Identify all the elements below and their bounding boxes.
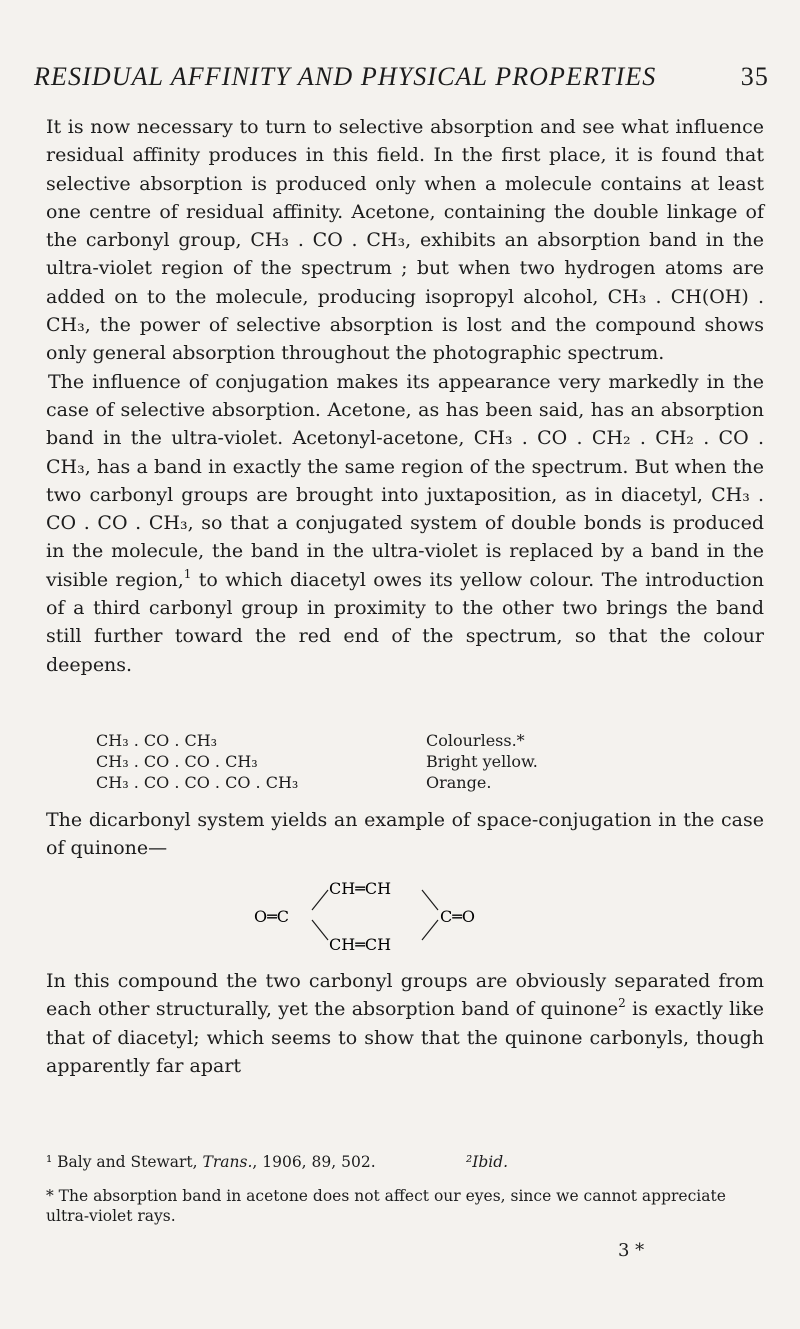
body-text-2 — [46, 806, 764, 863]
footnote-star: * The absorption band in acetone does not affect our eyes, since we cannot appreciate ultra-violet rays. — [46, 1187, 726, 1225]
paragraph-2 — [46, 368, 764, 679]
paragraph-1 — [46, 113, 764, 368]
quinone-right: C═O — [440, 907, 475, 926]
p1-text-c: , the power of selective absorption is lost and the compound shows only general absorption throughout the photographic spectrum. — [46, 314, 764, 365]
running-title: RESIDUAL AFFINITY AND PHYSICAL PROPERTIES — [34, 62, 657, 91]
paragraph-3: The dicarbonyl system yields an example of space-conjugation in the case of quinone— — [46, 809, 764, 860]
quinone-top: CH═CH — [329, 879, 392, 898]
table-row — [96, 772, 596, 793]
bond-line — [422, 920, 438, 940]
p4-text-a: In this compound the two carbonyl groups are obviously separated from each other structurally, yet the absorption band of quinone — [46, 970, 764, 1021]
p1-text-a: It is now necessary to turn to selective absorption and see what influence residual affinity produces in this field. In the first place, it is found that selective absorption is produced only when a molecule contains at least one centre of residual affinity. Acetone, containing the double linkage of the carbonyl group, — [46, 116, 764, 252]
footnote-1-citation: , 1906, 89, 502. — [252, 1153, 376, 1171]
signature-mark: 3 * — [618, 1240, 645, 1261]
bond-line — [422, 890, 438, 910]
bond-line — [312, 890, 328, 910]
footnote-ref-1: 1 — [183, 566, 192, 581]
table-row — [96, 751, 596, 772]
footnote-2: ²Ibid. — [466, 1153, 509, 1171]
footnote-1 — [46, 1152, 764, 1172]
table-row — [96, 730, 596, 751]
body-text — [46, 113, 764, 679]
row-colour: Orange. — [426, 773, 492, 792]
footnote-1-authors: ¹ Baly and Stewart, — [46, 1153, 203, 1171]
row-formula: CH₃ . CO . CO . CO . CH₃ — [96, 773, 299, 792]
p1-text-b: , exhibits an absorption band in the ultra-violet region of the spectrum ; but when two hydrogen atoms are added on to the molecule, producing isopropyl alcohol, — [46, 229, 764, 308]
quinone-structure — [254, 870, 514, 960]
page-number: 35 — [740, 62, 769, 91]
row-formula: CH₃ . CO . CO . CH₃ — [96, 752, 258, 771]
bond-line — [312, 920, 328, 940]
row-colour: Bright yellow. — [426, 752, 538, 771]
p2-text-a: The influence of conjugation makes its appearance very markedly in the case of selective absorption. Acetone, as has been said, has an absorption band in the ultra-violet. Acetonyl-acetone, — [46, 370, 764, 450]
acetonylacetone-formula: CH₃ . CO . CH₂ . CH₂ . CO . CH₃ — [46, 427, 764, 478]
p2-text-b: , has a band in exactly the same region of the spectrum. But when the two carbonyl groups are brought into juxtaposition, as in diacetyl, — [46, 455, 764, 506]
footnote-1-journal: Trans. — [202, 1153, 253, 1171]
colour-table — [96, 730, 596, 793]
p4-text-b: is exactly like that of diacetyl; which seems to show that the quinone carbonyls, though apparently far apart — [46, 998, 764, 1077]
p2-text-d: to which diacetyl owes its yellow colour. The introduction of a third carbonyl group in proximity to the other two brings the band still further toward the red end of the spectrum, so that the colour deepens. — [46, 568, 764, 676]
diacetyl-formula: CH₃ . CO . CO . CH₃ — [46, 483, 764, 535]
quinone-bottom: CH═CH — [329, 935, 392, 954]
running-head — [34, 62, 769, 92]
row-colour: Colourless.* — [426, 731, 525, 750]
p2-text-c: , so that a conjugated system of double bonds is produced in the molecule, the band in the ultra-violet is replaced by a band in the visible region, — [46, 512, 764, 591]
footnote-ref-2: 2 — [618, 996, 626, 1011]
acetone-formula: CH₃ . CO . CH₃ — [250, 229, 406, 252]
paragraph-4 — [46, 967, 764, 1080]
isopropyl-formula: CH₃ . CH(OH) . CH₃ — [46, 285, 764, 337]
quinone-left: O═C — [254, 907, 289, 926]
body-text-3 — [46, 967, 764, 1080]
row-formula: CH₃ . CO . CH₃ — [96, 731, 218, 750]
